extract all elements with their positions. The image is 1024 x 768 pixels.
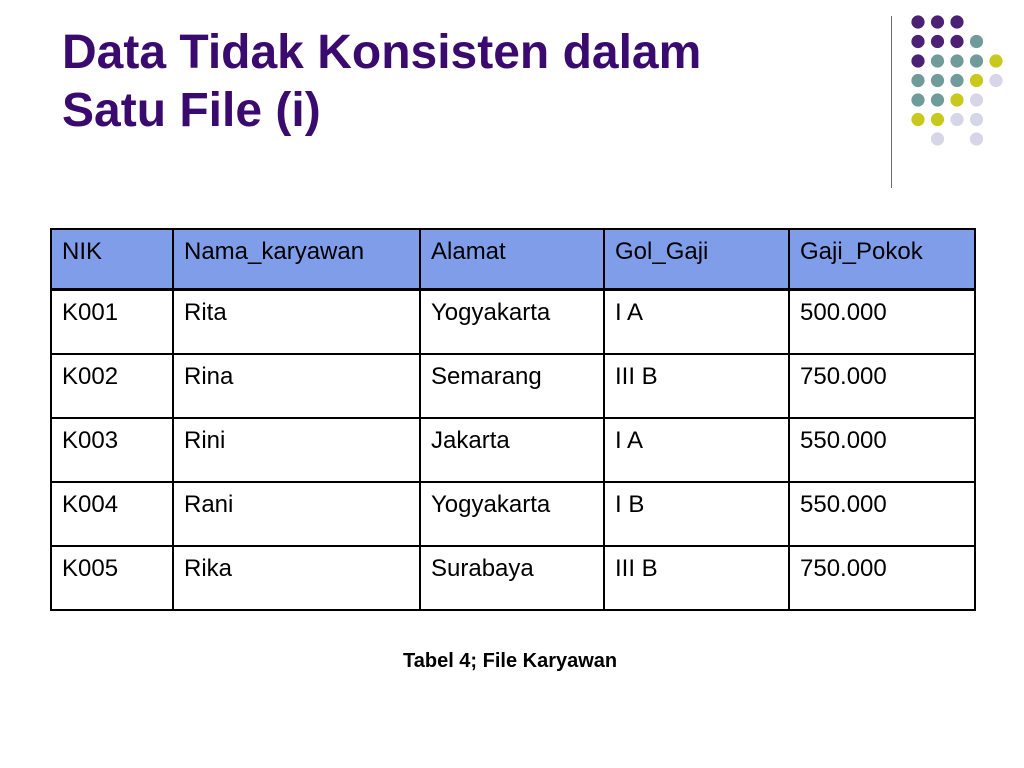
decorative-dot (911, 35, 924, 48)
table-cell: III B (604, 546, 789, 610)
table-cell: Surabaya (420, 546, 604, 610)
decorative-dot (970, 35, 983, 48)
table-row (51, 546, 975, 610)
decorative-dot (931, 15, 944, 28)
slide-title-line-1: Data Tidak Konsisten dalam (62, 26, 702, 79)
decorative-dot (950, 113, 963, 126)
header-cell-nik: NIK (51, 229, 173, 290)
decorative-dot (970, 113, 983, 126)
decorative-dot (970, 54, 983, 67)
table-cell: K003 (51, 418, 173, 482)
vertical-divider (891, 16, 892, 188)
table-row (51, 418, 975, 482)
table-cell: III B (604, 354, 789, 418)
table-cell: K004 (51, 482, 173, 546)
table-row (51, 290, 975, 355)
header-cell-gol-gaji: Gol_Gaji (604, 229, 789, 290)
slide-title-line-2: Satu File (i) (62, 84, 321, 137)
decorative-dot (911, 54, 924, 67)
decorative-dot (931, 74, 944, 87)
table-cell: 750.000 (789, 354, 975, 418)
header-cell-nama-karyawan: Nama_karyawan (173, 229, 420, 290)
table-row (51, 482, 975, 546)
table-row (51, 354, 975, 418)
decorative-dot (911, 15, 924, 28)
table-cell: Rani (173, 482, 420, 546)
table-cell: Rina (173, 354, 420, 418)
table-cell: Yogyakarta (420, 290, 604, 355)
table-header-row (51, 229, 975, 290)
table-cell: I B (604, 482, 789, 546)
table-cell: I A (604, 418, 789, 482)
decorative-dot (911, 93, 924, 106)
decorative-dot (911, 113, 924, 126)
table-cell: 750.000 (789, 546, 975, 610)
table-cell: 550.000 (789, 482, 975, 546)
decorative-dot (970, 74, 983, 87)
table-cell: Jakarta (420, 418, 604, 482)
decorative-dot (931, 132, 944, 145)
decorative-dot (970, 132, 983, 145)
table-cell: 500.000 (789, 290, 975, 355)
table-cell: Semarang (420, 354, 604, 418)
decorative-dot (931, 93, 944, 106)
table-cell: Rita (173, 290, 420, 355)
decorative-dot (950, 54, 963, 67)
table-cell: Rini (173, 418, 420, 482)
employee-table (50, 228, 976, 611)
table-cell: 550.000 (789, 418, 975, 482)
table-cell: K005 (51, 546, 173, 610)
table-caption: Tabel 4; File Karyawan (403, 650, 618, 672)
decorative-dot (989, 54, 1002, 67)
table-cell: I A (604, 290, 789, 355)
decorative-dot (911, 74, 924, 87)
table-cell: K001 (51, 290, 173, 355)
decorative-dot (970, 93, 983, 106)
decorative-dot (931, 35, 944, 48)
decorative-dot (950, 35, 963, 48)
decorative-dot (950, 15, 963, 28)
decorative-dot (931, 54, 944, 67)
table-cell: Rika (173, 546, 420, 610)
header-cell-alamat: Alamat (420, 229, 604, 290)
header-cell-gaji-pokok: Gaji_Pokok (789, 229, 975, 290)
decorative-dot (950, 74, 963, 87)
decorative-dot (950, 93, 963, 106)
decorative-dot (989, 74, 1002, 87)
decorative-dot-grid (0, 0, 1024, 200)
decorative-dot (931, 113, 944, 126)
table-cell: K002 (51, 354, 173, 418)
table-cell: Yogyakarta (420, 482, 604, 546)
